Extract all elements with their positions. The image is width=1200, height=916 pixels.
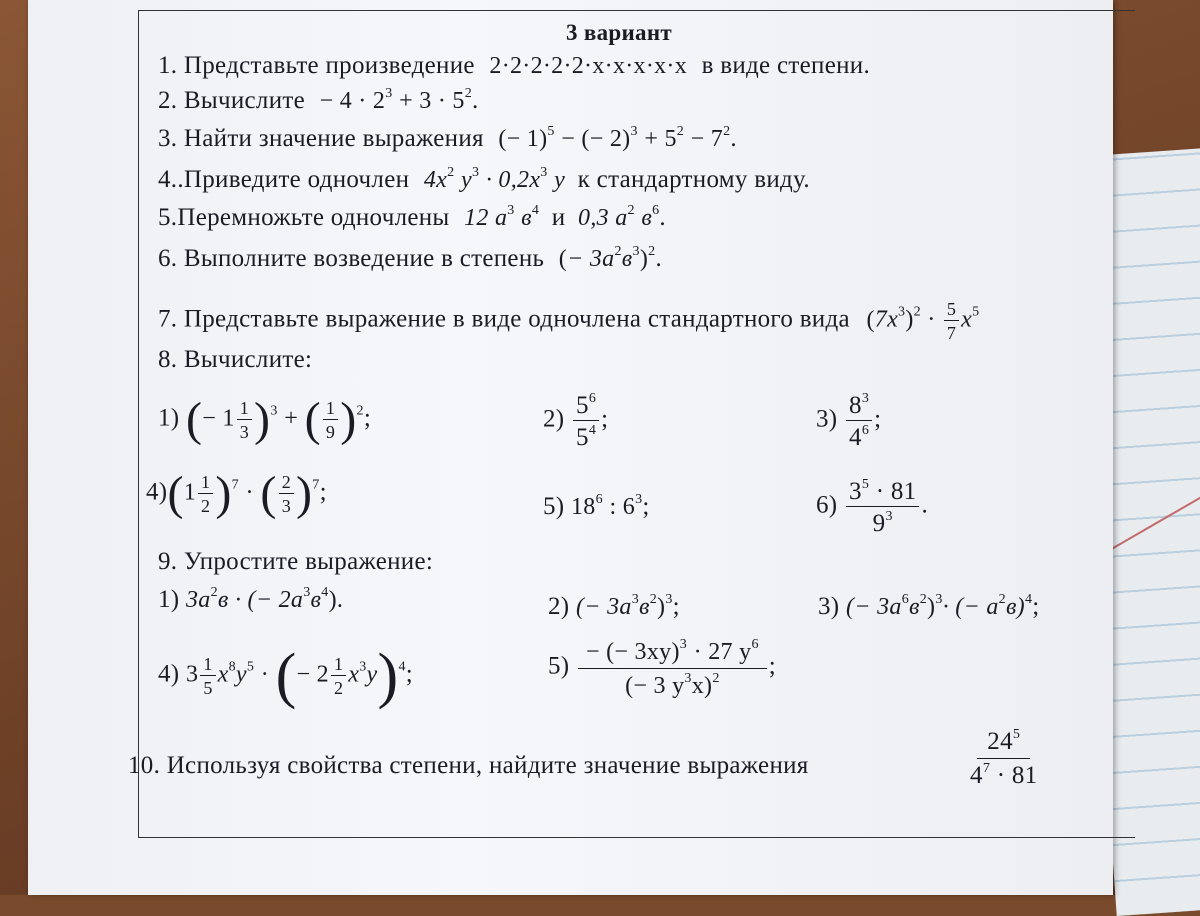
task-7: 7. Представьте выражение в виде одночлена стандартного вида $(7x^3)^2$ · $\frac{5}{7}$ $x^5$	[158, 299, 980, 343]
task-8-5-b: : 6	[609, 494, 636, 520]
task-8-1-b-den: 9	[325, 422, 336, 442]
task-9-2-ec: 3	[665, 592, 673, 607]
task-5-and: и	[551, 204, 566, 231]
task-9-3-ea: 6	[901, 592, 909, 607]
task-10	[128, 752, 809, 780]
task-1	[158, 52, 870, 80]
task-9-5-num-a: − (− 3xy)	[586, 639, 680, 665]
task-3-exp-a: 5	[547, 124, 555, 139]
task-9-5-de: 3	[684, 671, 692, 686]
task-8-4-b-exp: 7	[312, 477, 320, 493]
task-9-3-end: ;	[1032, 593, 1040, 620]
task-2	[158, 86, 479, 115]
task-7-power: 2	[913, 304, 921, 320]
task-9-2-ea: 3	[631, 592, 639, 607]
task-4-exp-a: 2	[447, 165, 455, 180]
task-10-den-b: · 81	[996, 762, 1038, 789]
task-8-6-den-exp: 3	[885, 509, 893, 524]
task-9-4-ex: 8	[228, 659, 236, 675]
task-2-end: .	[472, 87, 479, 114]
task-4-term-c: · 0,2x	[485, 167, 541, 193]
task-9-2-number: 2)	[548, 593, 570, 620]
task-10-den: 4	[970, 762, 983, 789]
task-9-3-ee: 4	[1024, 592, 1033, 607]
task-8-2-number: 2)	[543, 405, 565, 433]
task-8-1-a-num: 1	[237, 399, 252, 420]
task-6-end: .	[655, 245, 662, 272]
task-4-term-d: y	[554, 167, 566, 193]
task-3-term-c: + 5	[644, 126, 677, 152]
task-9-4-x2: x	[348, 661, 360, 688]
task-3-exp-d: 2	[723, 124, 731, 139]
task-8-1-number: 1)	[158, 404, 180, 432]
task-5-exp-a: 3	[507, 203, 515, 218]
task-8-4-whole: 1	[183, 479, 197, 506]
task-5-end: .	[659, 204, 666, 231]
task-9-5-num-b: · 27 y	[693, 639, 752, 665]
task-9-part-5	[548, 638, 776, 698]
task-9-1-e1: 2	[210, 585, 218, 600]
task-8-4-end: ;	[319, 478, 327, 506]
task-9-4-ex2: 3	[359, 659, 367, 675]
task-9-5-ne: 3	[679, 637, 688, 652]
task-2-exp-b: 2	[464, 86, 473, 101]
task-9-1-e3: 4	[321, 585, 329, 600]
task-9-1-b: в · (− 2a	[217, 587, 304, 613]
task-9-label: 9. Упростите выражение:	[158, 548, 434, 575]
task-4-label: 4..Приведите одночлен	[158, 166, 410, 193]
task-4-exp-c: 3	[540, 165, 548, 180]
task-8-2-num-exp: 6	[588, 391, 597, 406]
task-9-4-fn: 1	[200, 655, 215, 676]
task-5-term-d: в	[641, 205, 653, 231]
task-9-2-end: ;	[672, 593, 680, 620]
task-5-label: 5.Перемножьте одночлены	[158, 204, 450, 231]
task-9-4-x: x	[217, 661, 229, 688]
task-8-3-number: 3)	[816, 405, 838, 433]
task-8-5-b-exp: 3	[635, 492, 643, 507]
task-8-4-b-num: 2	[279, 473, 294, 494]
task-2-label: 2. Вычислите	[158, 87, 305, 114]
task-9-5-nbe: 6	[751, 637, 759, 652]
task-9-4-whole: 3	[186, 661, 199, 688]
task-8-part-1: 1) (− 1 $\frac{1}{3}$ )$^3$ + ( $\frac{1}{9}$ )$^2$;	[158, 393, 372, 446]
task-8-1-b-num: 1	[323, 399, 338, 420]
task-8-3-den-exp: 6	[861, 423, 870, 438]
task-9-1-e2: 3	[303, 585, 311, 600]
task-9-5-den-a: (− 3 y	[625, 673, 685, 699]
task-8-6-den: 9	[872, 510, 886, 537]
task-8-5-a-exp: 6	[595, 492, 603, 507]
task-8-1-plus: +	[284, 405, 299, 432]
task-9-part-2	[548, 592, 680, 621]
task-6: 6. Выполните возведение в степень (− $3a^2в^3)^2$.	[158, 244, 662, 272]
task-9-4-fd: 5	[203, 678, 213, 698]
task-9-3-b: в	[909, 594, 920, 620]
task-6-exp-b: 3	[632, 244, 640, 259]
task-3-term-a: (− 1)	[498, 126, 548, 152]
task-9-3-number: 3)	[818, 593, 840, 620]
task-9-1-end: ).	[328, 587, 344, 613]
task-6-label: 6. Выполните возведение в степень	[158, 245, 545, 272]
task-8-6-num-exp: 5	[861, 477, 870, 492]
task-2-expr-b: + 3 · 5	[399, 88, 465, 114]
task-9-3-ec: 3	[935, 592, 943, 607]
task-8-6-num-b: · 81	[875, 478, 917, 505]
task-7-frac-num: 5	[944, 300, 959, 321]
task-8-6-number: 6)	[816, 491, 838, 519]
task-8-6-num-a: 3	[849, 478, 862, 505]
task-8-3-num-exp: 3	[861, 391, 870, 406]
task-9-2-b: в	[639, 594, 650, 620]
task-8-3-num: 8	[849, 392, 862, 419]
task-9-1-number: 1)	[158, 586, 180, 613]
task-8-part-5	[543, 492, 650, 521]
task-5	[158, 203, 666, 232]
task-1-label: 1. Представьте произведение	[158, 52, 475, 79]
task-8-4-number: 4)	[146, 478, 168, 506]
task-8-1-a-exp: 3	[270, 403, 278, 419]
task-8-4-a-num: 1	[198, 473, 213, 494]
task-8-4-b-den: 3	[281, 496, 291, 516]
task-8-1-b-exp: 2	[356, 403, 364, 419]
task-8-3-end: ;	[874, 405, 882, 433]
task-9-2-eb: 2	[649, 592, 658, 607]
task-10-fraction	[968, 728, 1039, 788]
task-9-4-number: 4)	[158, 660, 180, 688]
task-7-term-b: x	[961, 306, 973, 333]
task-4-tail: к стандартному виду.	[577, 166, 810, 193]
task-1-tail: в виде степени.	[701, 52, 870, 79]
task-7-term-a: 7x	[874, 306, 899, 333]
task-9-3-d: · (− a	[942, 594, 999, 620]
task-3-label: 3. Найти значение выражения	[158, 125, 484, 152]
task-8-2-end: ;	[601, 405, 609, 433]
task-3-term-b: − (− 2)	[561, 126, 631, 152]
task-5-exp-d: 6	[652, 203, 660, 218]
task-9-4-whole-2: − 2	[296, 661, 329, 688]
task-8-3-den: 4	[849, 424, 862, 451]
task-8-4-a-den: 2	[201, 496, 211, 516]
task-7-exp-a: 3	[898, 304, 906, 320]
task-8-5-a: 18	[571, 494, 596, 520]
task-8-6-end: .	[921, 491, 929, 519]
task-8-part-4: 4)(1 $\frac{1}{2}$ )$^7$ · ( $\frac{2}{3}$ )$^7$;	[146, 467, 327, 520]
task-6-exp-a: 2	[614, 244, 622, 259]
task-3-end: .	[730, 125, 737, 152]
task-9-5-dp: 2	[712, 671, 720, 686]
task-10-num-exp: 5	[1012, 727, 1021, 742]
task-9-4-fd2: 2	[333, 678, 344, 698]
task-8-2-den-exp: 4	[588, 423, 597, 438]
task-9-4-end: ;	[405, 660, 414, 688]
task-9-1-a: 3a	[186, 587, 211, 613]
task-9-3-ed: 2	[998, 592, 1006, 607]
task-10-num: 24	[987, 728, 1013, 755]
task-3-term-d: − 7	[690, 126, 724, 152]
task-4-exp-b: 3	[471, 165, 480, 180]
task-9-3-eb: 2	[919, 592, 928, 607]
task-9-3-a: (− 3a	[846, 594, 902, 620]
task-9-part-3	[818, 592, 1040, 621]
task-7-fraction	[944, 300, 959, 342]
task-4-term-b: y	[461, 167, 472, 193]
task-9-4-power: 4	[398, 659, 406, 675]
task-8-part-6	[816, 478, 928, 536]
task-8-1-whole: − 1	[202, 405, 235, 432]
task-1-expression: 2·2·2·2·2·x·x·x·x·x	[489, 53, 688, 79]
task-5-exp-c: 2	[627, 203, 635, 218]
task-2-exp-a: 3	[385, 86, 393, 101]
task-2-expr-a: − 4 · 2	[319, 88, 386, 114]
task-8-label: 8. Вычислите:	[158, 346, 313, 373]
task-8-1-end: ;	[363, 404, 372, 432]
task-8-5-end: ;	[642, 493, 650, 520]
task-9-3-e: в)	[1005, 594, 1025, 620]
task-4-term-a: 4x	[423, 167, 448, 193]
task-10-label: 10. Используя свойства степени, найдите значение выражения	[128, 752, 809, 779]
task-8-4-a-exp: 7	[231, 477, 239, 493]
task-7-exp-b: 5	[972, 304, 980, 320]
task-3	[158, 124, 737, 153]
task-5-term-a: 12 a	[464, 205, 508, 231]
task-4	[158, 165, 810, 194]
task-9-5-end: ;	[768, 652, 776, 680]
task-7-frac-den: 7	[946, 323, 957, 343]
task-9-part-4: 4) 3 $\frac{1}{5}$ $x^8y^5$ · (− 2 $\frac{1}{2}$ $x^3y)^4$;	[158, 642, 414, 710]
task-8-1-a-den: 3	[239, 422, 250, 442]
task-9-5-den-b: x)	[691, 673, 713, 699]
task-3-exp-c: 2	[676, 124, 685, 139]
task-9-4-fn2: 1	[331, 655, 346, 676]
task-9-2-c: )	[657, 594, 666, 620]
task-7-label: 7. Представьте выражение в виде одночлена стандартного вида	[158, 305, 850, 333]
task-5-term-c: 0,3 a	[578, 205, 628, 231]
task-6-term-b: в	[621, 246, 633, 272]
task-8-2-den: 5	[576, 424, 589, 451]
task-5-exp-b: 4	[531, 203, 540, 218]
worksheet	[28, 0, 1113, 895]
task-9-5-number: 5)	[548, 652, 570, 680]
task-9-part-1	[158, 585, 343, 614]
task-8-5-number: 5)	[543, 493, 565, 520]
task-9-2-a: (− 3a	[576, 594, 632, 620]
task-8-2-num: 5	[576, 392, 589, 419]
task-9-4-y: y	[235, 661, 247, 688]
task-3-exp-b: 3	[630, 124, 638, 139]
task-9-3-c: )	[927, 594, 936, 620]
task-8-part-3	[816, 392, 881, 450]
task-9-4-y2: y	[366, 661, 378, 688]
task-9-4-ey: 5	[246, 659, 255, 675]
task-8-part-2	[543, 392, 608, 450]
task-10-den-exp: 7	[982, 761, 991, 776]
task-6-power: 2	[648, 244, 656, 259]
task-6-term-a: − 3a	[567, 246, 615, 272]
task-5-term-b: в	[521, 205, 532, 231]
variant-title: 3 вариант	[566, 20, 672, 45]
task-9-1-c: в	[310, 587, 322, 613]
